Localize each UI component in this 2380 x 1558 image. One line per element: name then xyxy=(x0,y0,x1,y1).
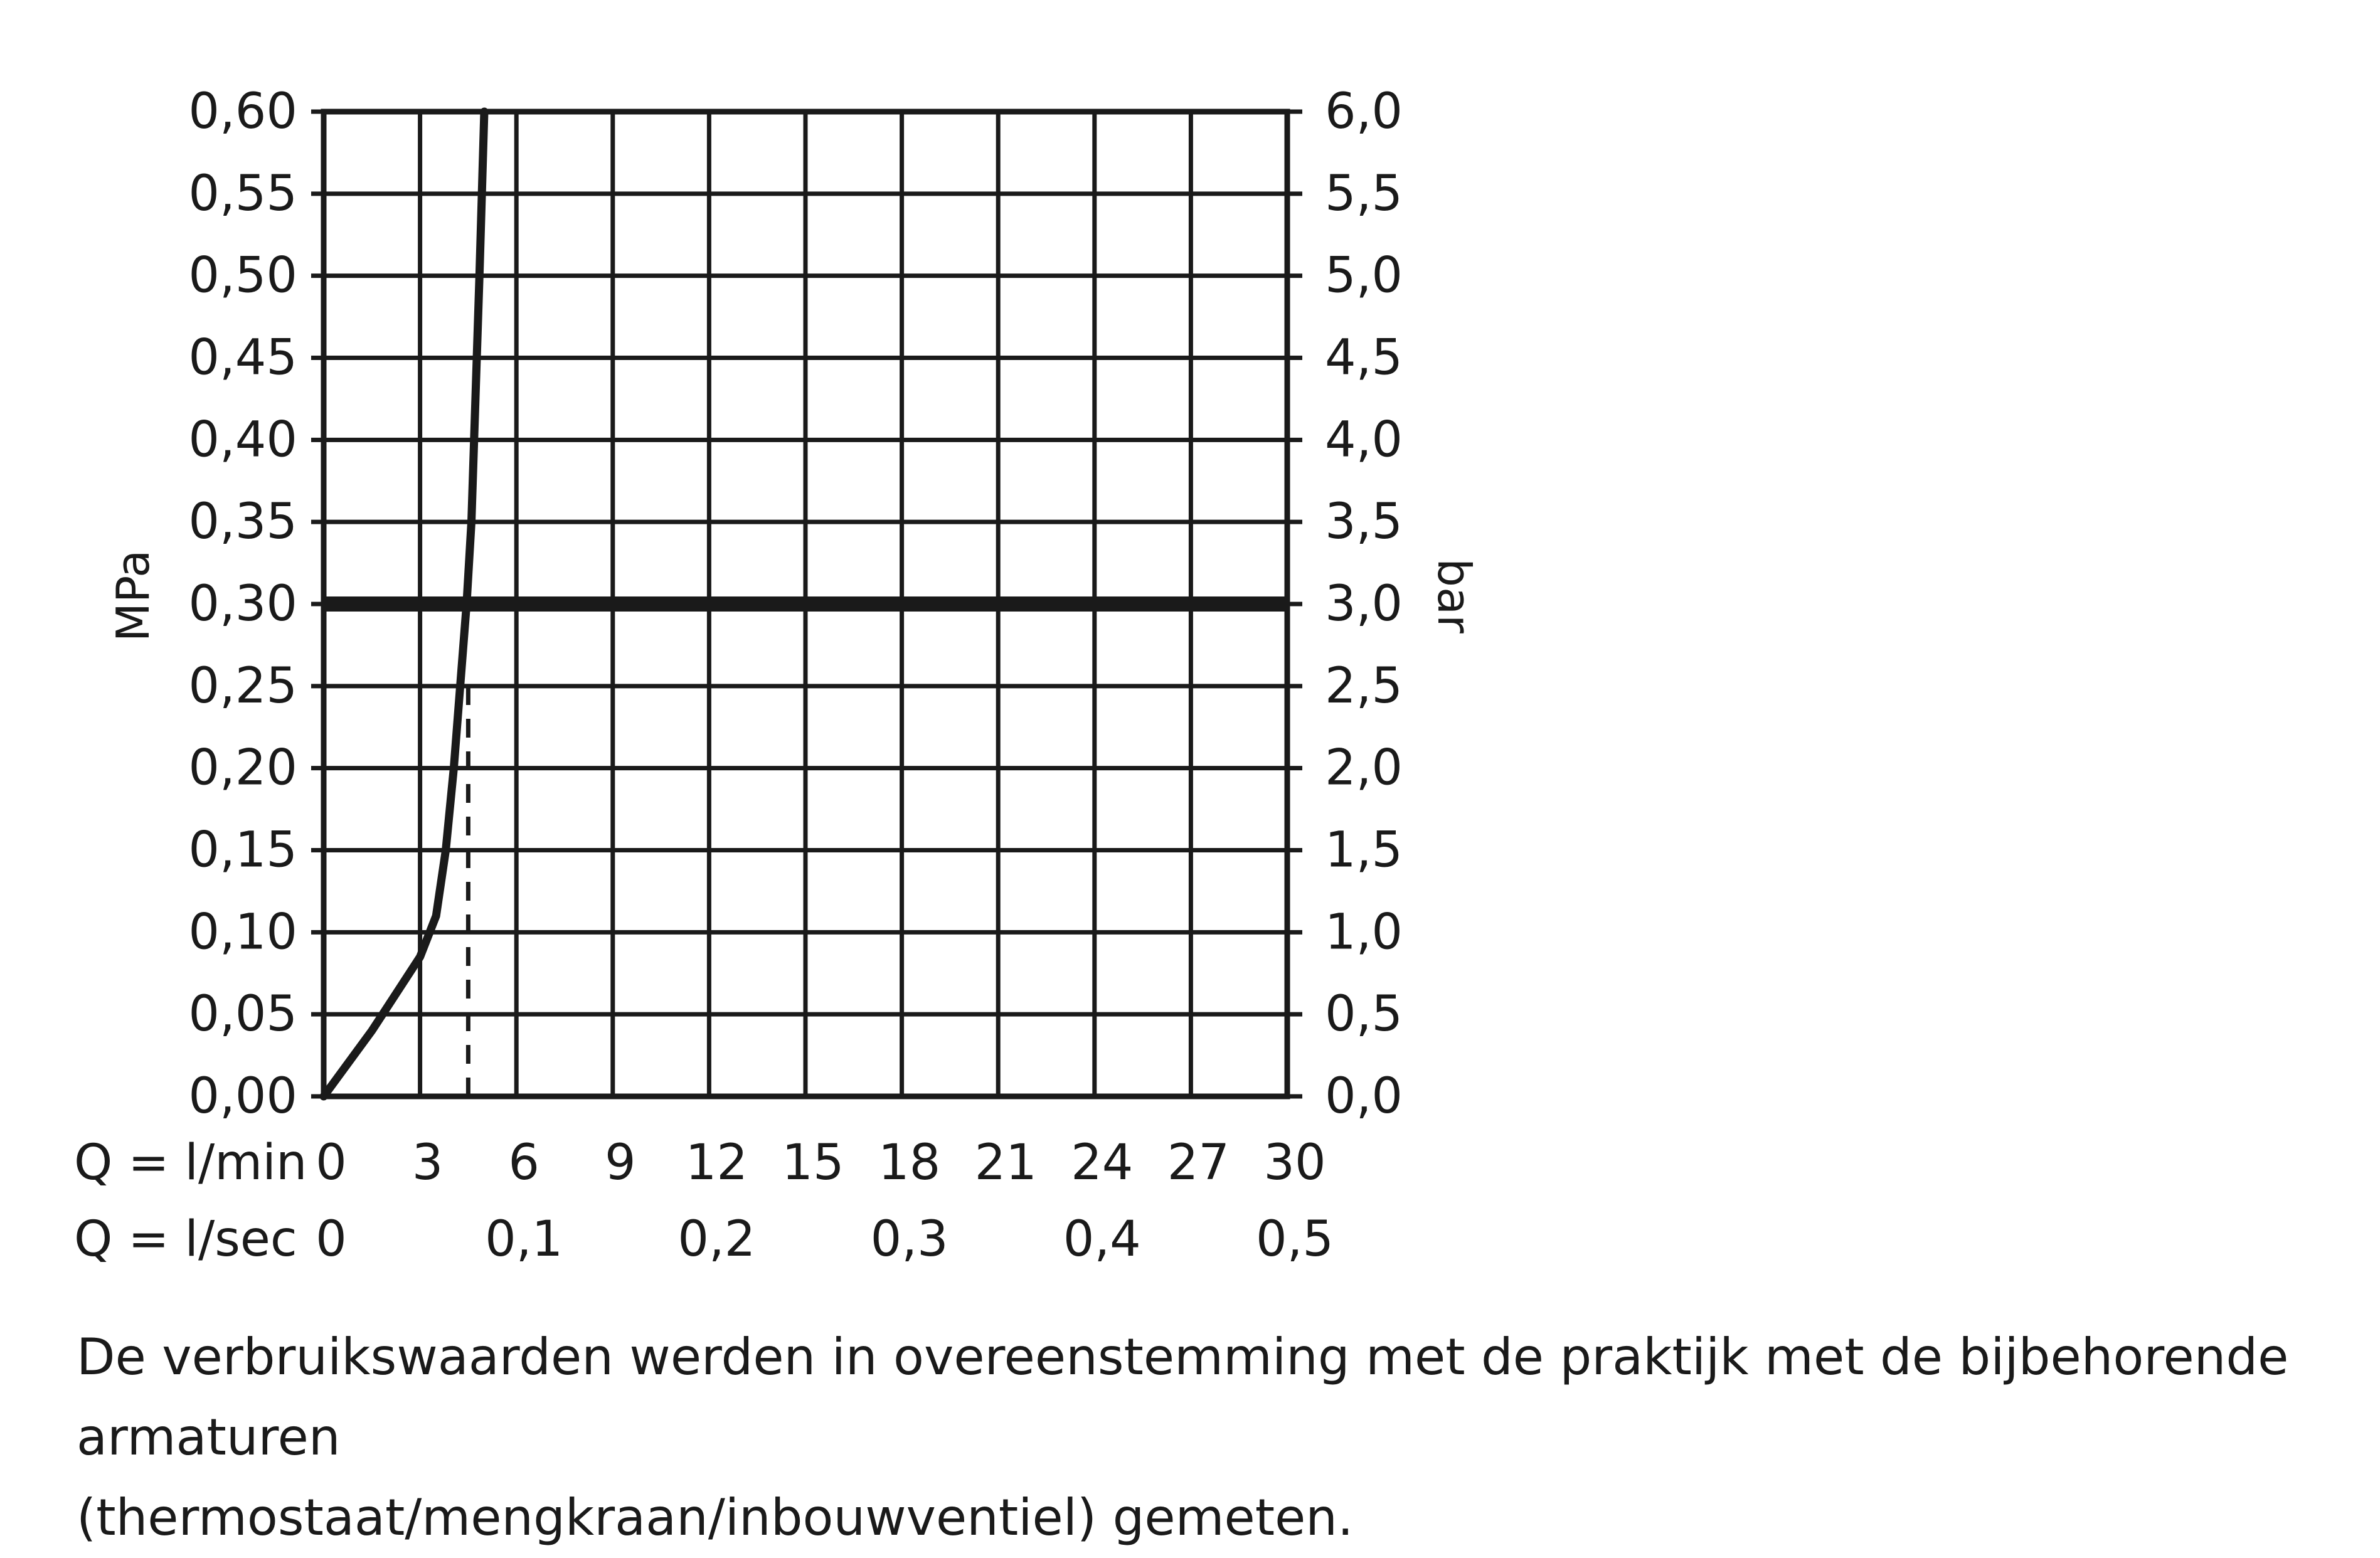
y-left-tick-label: 0,10 xyxy=(188,904,297,961)
x-lmin-tick-label: 0 xyxy=(316,1135,347,1191)
x-lmin-tick-label: 24 xyxy=(1071,1135,1134,1191)
y-left-tick-label: 0,00 xyxy=(188,1068,297,1125)
x-lmin-ticks xyxy=(316,1135,1325,1191)
y-left-tick-label: 0,30 xyxy=(188,576,297,632)
y-right-ticks xyxy=(1287,83,1403,1125)
chart-caption xyxy=(77,1317,2335,1558)
y-left-tick-label: 0,55 xyxy=(188,165,297,222)
y-left-tick-label: 0,45 xyxy=(188,329,297,386)
x-lmin-tick-label: 27 xyxy=(1167,1135,1230,1191)
x-lsec-ticks xyxy=(316,1211,1334,1268)
y-left-tick-label: 0,35 xyxy=(188,494,297,551)
y-right-axis-label: bar xyxy=(1428,558,1480,633)
x-lsec-tick-label: 0,2 xyxy=(677,1211,756,1268)
y-right-tick-label: 1,0 xyxy=(1325,904,1403,961)
y-left-tick-label: 0,15 xyxy=(188,822,297,879)
x-lmin-tick-label: 6 xyxy=(508,1135,540,1191)
y-left-axis-label: MPa xyxy=(107,549,159,642)
y-left-tick-label: 0,50 xyxy=(188,247,297,304)
x-lmin-tick-label: 30 xyxy=(1263,1135,1326,1191)
y-right-tick-label: 0,0 xyxy=(1325,1068,1403,1125)
x-lmin-tick-label: 12 xyxy=(685,1135,748,1191)
x-lmin-tick-label: 21 xyxy=(974,1135,1037,1191)
x-lmin-axis-label: Q = l/min xyxy=(74,1135,307,1191)
x-lmin-tick-label: 9 xyxy=(604,1135,636,1191)
x-lmin-tick-label: 15 xyxy=(782,1135,844,1191)
y-right-tick-label: 3,0 xyxy=(1325,576,1403,632)
caption-line-2: (thermostaat/mengkraan/inbouwventiel) gemeten. xyxy=(77,1488,1354,1547)
x-lsec-tick-label: 0,4 xyxy=(1063,1211,1141,1268)
caption-line-1: De verbruikswaarden werden in overeenstemming met de praktijk met de bijbehorende armaturen xyxy=(77,1328,2289,1466)
x-lmin-tick-label: 3 xyxy=(412,1135,444,1191)
y-left-tick-label: 0,40 xyxy=(188,411,297,469)
y-right-tick-label: 0,5 xyxy=(1325,986,1403,1043)
y-right-tick-label: 6,0 xyxy=(1325,83,1403,140)
y-left-ticks xyxy=(188,83,324,1125)
y-right-tick-label: 5,5 xyxy=(1325,165,1403,222)
y-left-tick-label: 0,60 xyxy=(188,83,297,140)
x-lsec-tick-label: 0,5 xyxy=(1255,1211,1334,1268)
x-lsec-tick-label: 0 xyxy=(316,1211,347,1268)
y-left-tick-label: 0,25 xyxy=(188,657,297,714)
y-left-tick-label: 0,20 xyxy=(188,739,297,797)
x-lmin-tick-label: 18 xyxy=(878,1135,941,1191)
y-right-tick-label: 3,5 xyxy=(1325,494,1403,551)
y-right-tick-label: 4,0 xyxy=(1325,411,1403,469)
y-right-tick-label: 2,0 xyxy=(1325,739,1403,797)
y-left-tick-label: 0,05 xyxy=(188,986,297,1043)
y-right-tick-label: 5,0 xyxy=(1325,247,1403,304)
x-lsec-tick-label: 0,3 xyxy=(870,1211,948,1268)
y-right-tick-label: 1,5 xyxy=(1325,822,1403,879)
x-lsec-axis-label: Q = l/sec xyxy=(74,1211,297,1268)
x-lsec-tick-label: 0,1 xyxy=(485,1211,563,1268)
y-right-tick-label: 4,5 xyxy=(1325,329,1403,386)
y-right-tick-label: 2,5 xyxy=(1325,657,1403,714)
